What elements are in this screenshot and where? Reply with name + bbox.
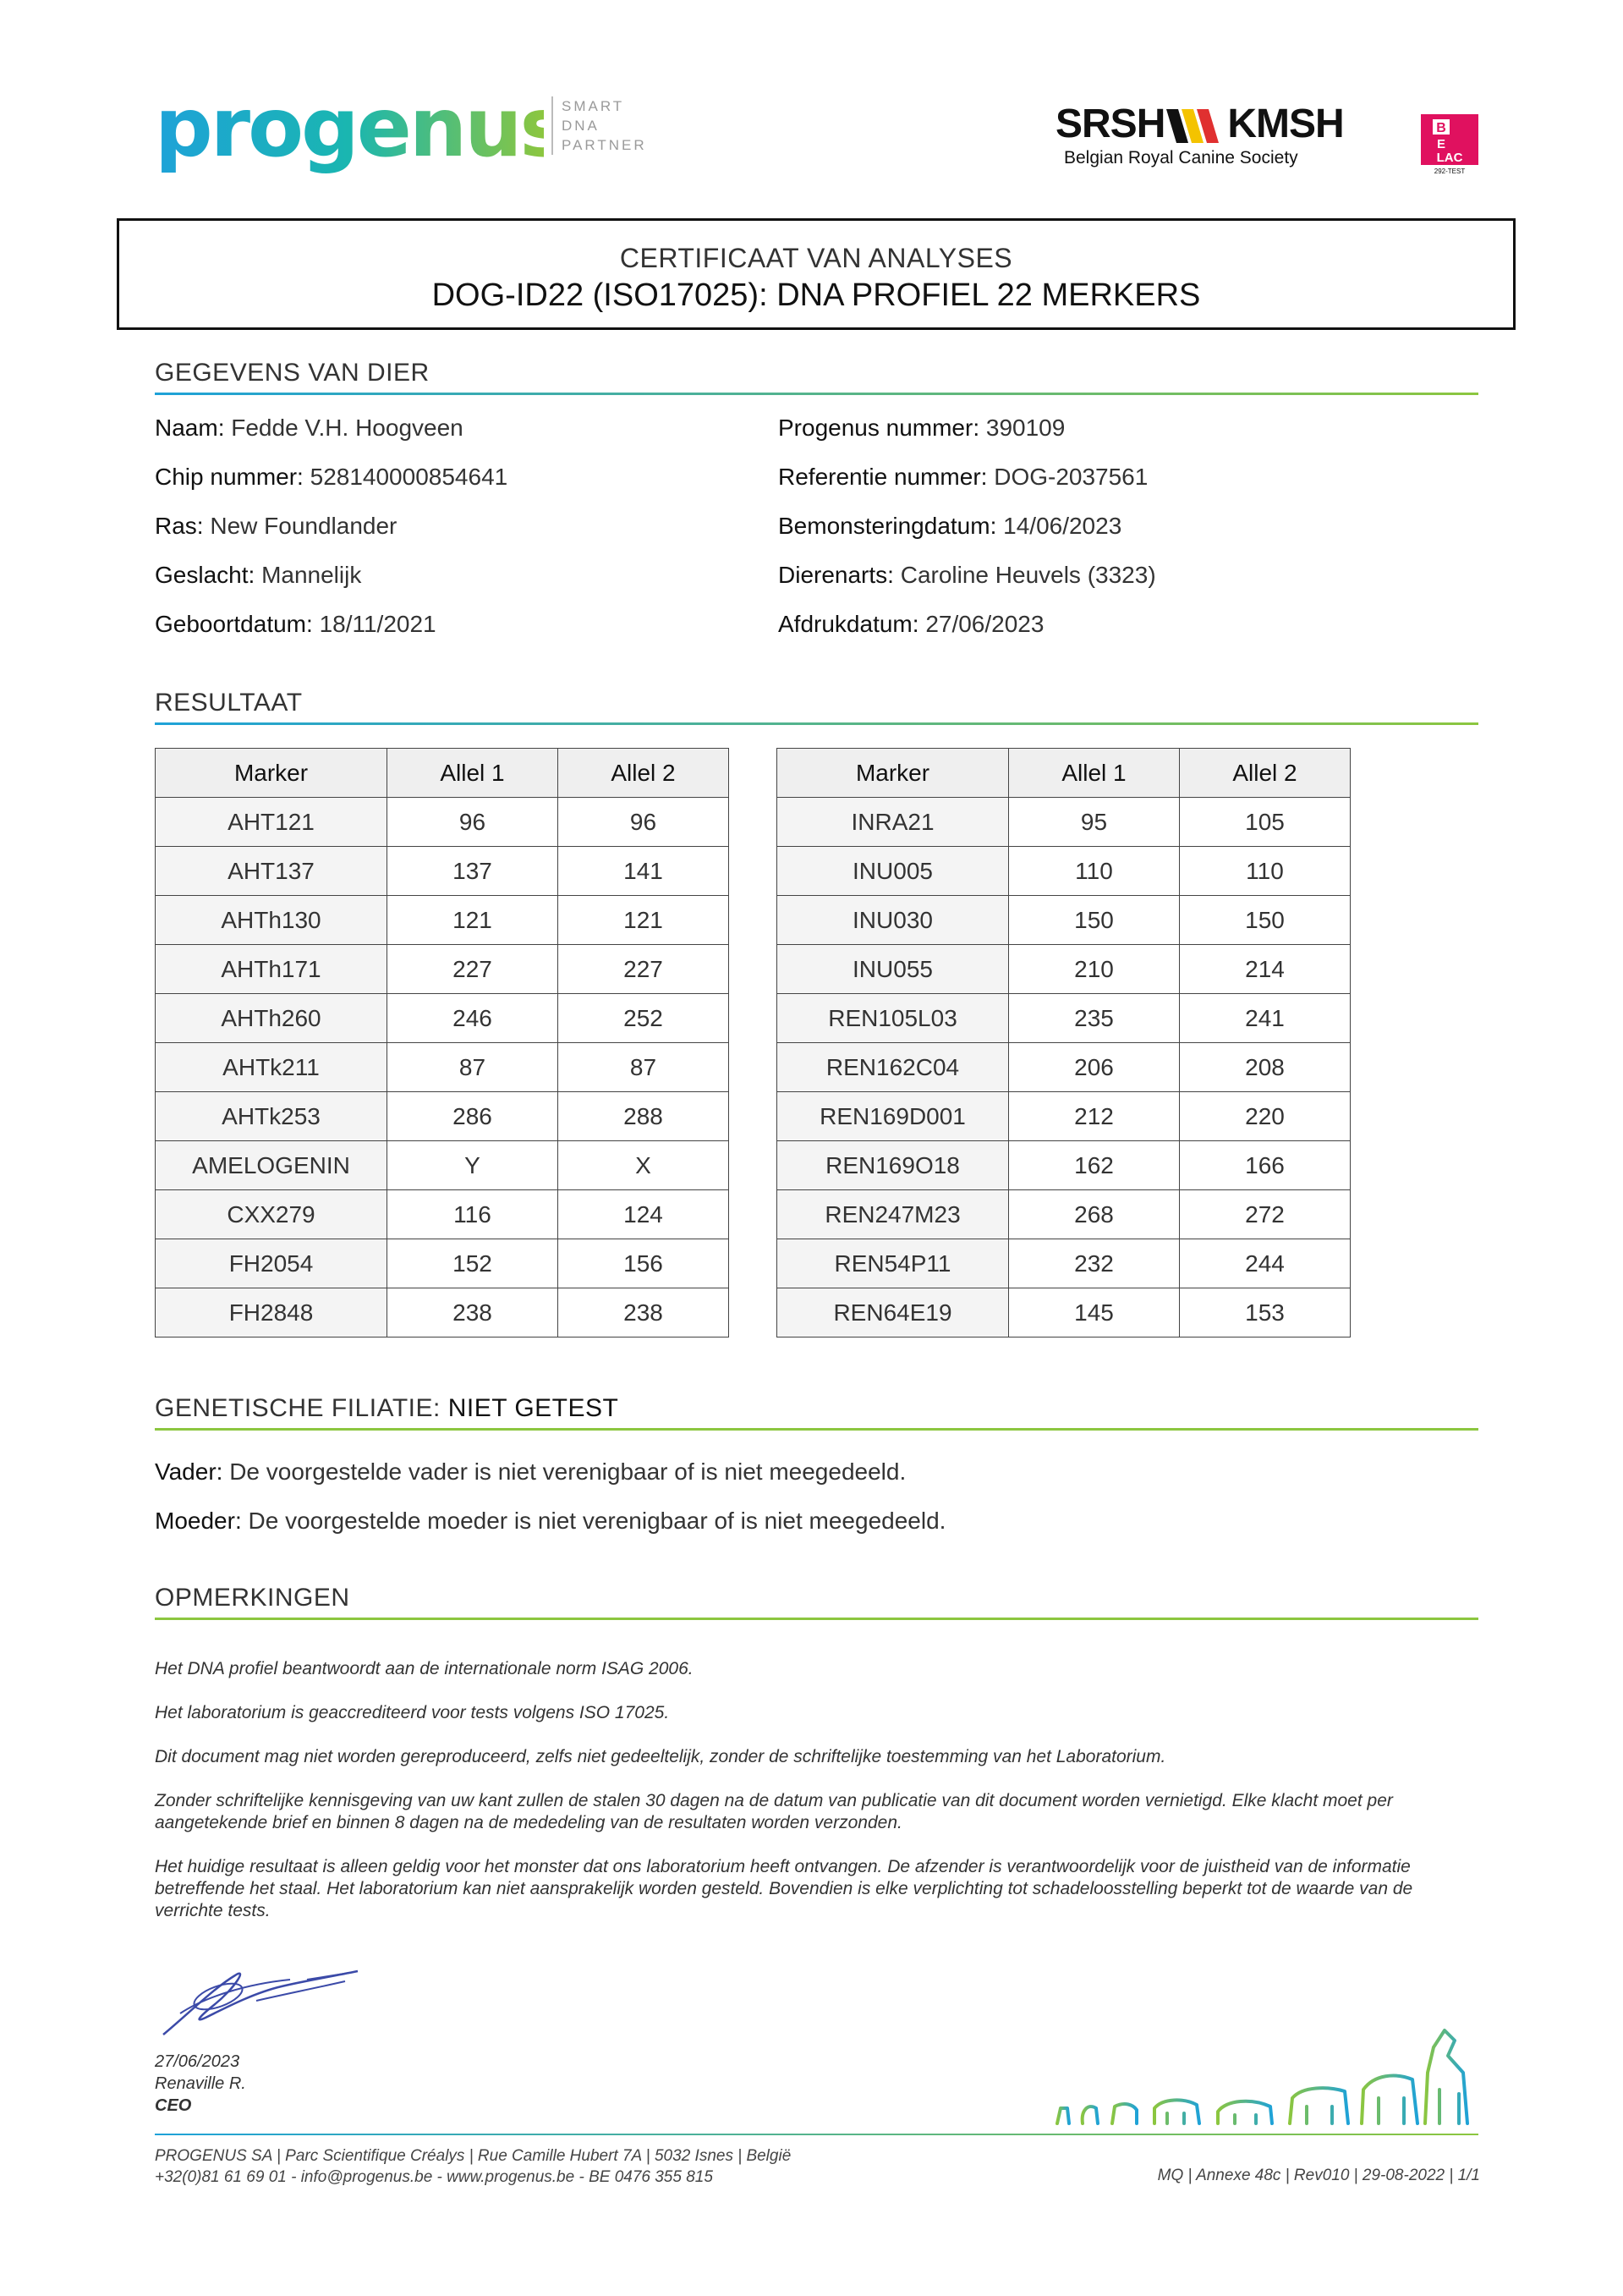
table-row (156, 896, 729, 945)
marker-cell: REN162C04 (777, 1043, 1009, 1092)
table-row (777, 994, 1351, 1043)
marker-cell: AHT121 (156, 798, 387, 847)
allele2-cell: 121 (558, 896, 729, 945)
section-heading-remarks: OPMERKINGEN (155, 1584, 1478, 1620)
allele2-cell: 252 (558, 994, 729, 1043)
table-row (777, 1288, 1351, 1338)
marker-cell: REN105L03 (777, 994, 1009, 1043)
filiation-heading-label: GENETISCHE FILIATIE: (155, 1394, 441, 1422)
svg-text:292-TEST: 292-TEST (1434, 168, 1466, 175)
table-row (777, 1141, 1351, 1190)
allele1-cell: 238 (387, 1288, 558, 1338)
info-label: Progenus nummer: (778, 415, 980, 441)
marker-cell: REN169O18 (777, 1141, 1009, 1190)
marker-cell: INU005 (777, 847, 1009, 896)
table-row (777, 1239, 1351, 1288)
svg-text:B: B (1436, 121, 1446, 135)
table-header-row (156, 749, 729, 798)
srsh-text: SRSH (1055, 102, 1165, 146)
kmsh-text: KMSH (1227, 102, 1344, 146)
table-row (777, 1043, 1351, 1092)
info-label: Vader: (155, 1458, 223, 1485)
belac-accreditation-logo (1421, 114, 1478, 175)
info-value: DOG-2037561 (994, 464, 1149, 490)
allele2-cell: 244 (1180, 1239, 1351, 1288)
allele2-cell: 208 (1180, 1043, 1351, 1092)
column-header: Allel 1 (387, 749, 558, 798)
allele2-cell: 238 (558, 1288, 729, 1338)
marker-cell: INRA21 (777, 798, 1009, 847)
table-row (156, 1239, 729, 1288)
allele2-cell: 220 (1180, 1092, 1351, 1141)
allele2-cell: 214 (1180, 945, 1351, 994)
svg-text:LAC: LAC (1436, 151, 1463, 165)
remark-line: Het DNA profiel beantwoordt aan de internationale norm ISAG 2006. (155, 1659, 694, 1678)
info-value: 528140000854641 (310, 464, 508, 490)
table-row (777, 945, 1351, 994)
footer-contact: +32(0)81 61 69 01 - info@progenus.be - www.progenus.be - BE 0476 355 815 (155, 2168, 713, 2186)
table-row (156, 1092, 729, 1141)
info-value: 14/06/2023 (1003, 513, 1122, 539)
table-row (156, 1288, 729, 1338)
info-label: Bemonsteringdatum: (778, 513, 997, 539)
info-name (155, 415, 463, 442)
allele2-cell: 96 (558, 798, 729, 847)
signature-date: 27/06/2023 (155, 2052, 240, 2071)
info-print-date (778, 611, 1044, 638)
allele2-cell: 241 (1180, 994, 1351, 1043)
allele2-cell: 150 (1180, 896, 1351, 945)
marker-cell: AHT137 (156, 847, 387, 896)
certificate-title: CERTIFICAAT VAN ANALYSES (619, 243, 1013, 273)
info-progenus-number (778, 415, 1065, 442)
table-row (777, 847, 1351, 896)
info-label: Dierenarts: (778, 562, 894, 588)
remark-line: Dit document mag niet worden gereproduceerd, zelfs niet gedeeltelijk, zonder de schriftelijke toestemming van het Laboratorium. (155, 1747, 1166, 1766)
column-header: Allel 2 (558, 749, 729, 798)
tagline-line: PARTNER (562, 137, 647, 153)
remark-line: Het laboratorium is geaccrediteerd voor tests volgens ISO 17025. (155, 1703, 670, 1722)
allele1-cell: 95 (1009, 798, 1180, 847)
info-value: 18/11/2021 (319, 611, 436, 637)
allele2-cell: 166 (1180, 1141, 1351, 1190)
section-heading-result: RESULTAAT (155, 689, 1478, 725)
allele2-cell: 272 (1180, 1190, 1351, 1239)
marker-cell: REN64E19 (777, 1288, 1009, 1338)
table-row (156, 1190, 729, 1239)
allele2-cell: X (558, 1141, 729, 1190)
result-table-right (776, 748, 1351, 1338)
info-label: Ras: (155, 513, 204, 539)
column-header: Allel 1 (1009, 749, 1180, 798)
signature-role: CEO (155, 2096, 192, 2115)
marker-cell: AHTh130 (156, 896, 387, 945)
table-row (777, 798, 1351, 847)
info-label: Referentie nummer: (778, 464, 988, 490)
info-value: Fedde V.H. Hoogveen (231, 415, 463, 441)
society-name: Belgian Royal Canine Society (1064, 148, 1298, 168)
info-label: Geslacht: (155, 562, 255, 588)
marker-cell: REN247M23 (777, 1190, 1009, 1239)
footer-address-block (155, 2145, 791, 2188)
certificate-subtitle: DOG-ID22 (ISO17025): DNA PROFIEL 22 MERKERS (431, 277, 1201, 313)
marker-cell: REN54P11 (777, 1239, 1009, 1288)
table-row (156, 994, 729, 1043)
marker-cell: INU055 (777, 945, 1009, 994)
column-header: Marker (156, 749, 387, 798)
info-value: De voorgestelde moeder is niet verenigbaar of is niet meegedeeld. (248, 1508, 946, 1534)
marker-cell: FH2848 (156, 1288, 387, 1338)
info-label: Afdrukdatum: (778, 611, 919, 637)
info-birthdate (155, 611, 436, 638)
certificate-title-box (117, 218, 1516, 330)
footer-divider (155, 2134, 1478, 2135)
column-header: Allel 2 (1180, 749, 1351, 798)
allele1-cell: 110 (1009, 847, 1180, 896)
footer-address: PROGENUS SA | Parc Scientifique Créalys | Rue Camille Hubert 7A | 5032 Isnes | België (155, 2147, 792, 2165)
info-breed (155, 513, 397, 540)
allele1-cell: 206 (1009, 1043, 1180, 1092)
tagline-line: SMART (562, 98, 625, 114)
belgian-flag-stripes-icon (1166, 109, 1225, 143)
allele2-cell: 105 (1180, 798, 1351, 847)
info-sampling-date (778, 513, 1121, 540)
marker-cell: REN169D001 (777, 1092, 1009, 1141)
allele1-cell: 150 (1009, 896, 1180, 945)
marker-cell: AHTk253 (156, 1092, 387, 1141)
allele1-cell: 246 (387, 994, 558, 1043)
table-row (156, 1043, 729, 1092)
filiation-status: NIET GETEST (447, 1394, 619, 1422)
info-label: Moeder: (155, 1508, 242, 1534)
allele1-cell: 162 (1009, 1141, 1180, 1190)
table-row (777, 1092, 1351, 1141)
info-value: Caroline Heuvels (3323) (900, 562, 1156, 588)
allele1-cell: 212 (1009, 1092, 1180, 1141)
table-row (156, 1141, 729, 1190)
table-header-row (777, 749, 1351, 798)
allele2-cell: 288 (558, 1092, 729, 1141)
tagline-line: DNA (562, 118, 600, 134)
info-value: 27/06/2023 (925, 611, 1045, 637)
handwritten-signature (155, 1954, 375, 2047)
info-chip (155, 464, 507, 491)
info-value: 390109 (985, 415, 1066, 441)
allele1-cell: 227 (387, 945, 558, 994)
remark-line: Het huidige resultaat is alleen geldig voor het monster dat ons laboratorium heeft ontvangen. De afzender is verantwoordelijk voor de juistheid van de informatie betreffende het staal. Het laboratorium kan niet aansprakelijk worden gesteld. Bovendien is elke verplichting tot schadeloosstelling beperkt tot de waarde van de verrichte tests. (155, 1857, 1413, 1920)
srsh-kmsh-logo (1055, 102, 1344, 147)
marker-cell: AHTh260 (156, 994, 387, 1043)
allele2-cell: 156 (558, 1239, 729, 1288)
svg-text:E: E (1436, 137, 1446, 151)
allele1-cell: 137 (387, 847, 558, 896)
info-sex (155, 562, 361, 589)
table-row (156, 798, 729, 847)
allele1-cell: 268 (1009, 1190, 1180, 1239)
section-heading-animal: GEGEVENS VAN DIER (155, 359, 1478, 395)
signature-name: Renaville R. (155, 2074, 246, 2093)
allele2-cell: 141 (558, 847, 729, 896)
progenus-logo (155, 80, 566, 175)
marker-cell: CXX279 (156, 1190, 387, 1239)
filiation-mother (155, 1508, 946, 1535)
table-row (156, 945, 729, 994)
table-row (777, 896, 1351, 945)
column-header: Marker (777, 749, 1009, 798)
info-value: De voorgestelde vader is niet verenigbaar of is niet meegedeeld. (229, 1458, 907, 1485)
marker-cell: AHTk211 (156, 1043, 387, 1092)
allele1-cell: 116 (387, 1190, 558, 1239)
marker-cell: AMELOGENIN (156, 1141, 387, 1190)
allele1-cell: 152 (387, 1239, 558, 1288)
info-label: Naam: (155, 415, 225, 441)
allele1-cell: 96 (387, 798, 558, 847)
allele1-cell: Y (387, 1141, 558, 1190)
table-row (156, 847, 729, 896)
brand-name: progenus (155, 80, 566, 175)
allele1-cell: 286 (387, 1092, 558, 1141)
marker-cell: INU030 (777, 896, 1009, 945)
brand-tagline (551, 96, 663, 155)
table-row (777, 1190, 1351, 1239)
marker-cell: AHTh171 (156, 945, 387, 994)
allele1-cell: 87 (387, 1043, 558, 1092)
info-reference-number (778, 464, 1148, 491)
allele1-cell: 232 (1009, 1239, 1180, 1288)
info-label: Chip nummer: (155, 464, 304, 490)
info-veterinarian (778, 562, 1156, 589)
animal-silhouettes-illustration (1049, 2013, 1480, 2132)
footer-doc-ref: MQ | Annexe 48c | Rev010 | 29-08-2022 | 1/1 (1157, 2167, 1480, 2184)
allele2-cell: 227 (558, 945, 729, 994)
info-value: Mannelijk (261, 562, 362, 588)
filiation-father (155, 1458, 906, 1486)
allele1-cell: 145 (1009, 1288, 1180, 1338)
allele2-cell: 153 (1180, 1288, 1351, 1338)
allele1-cell: 121 (387, 896, 558, 945)
info-label: Geboortdatum: (155, 611, 313, 637)
section-heading-filiation (155, 1394, 1478, 1431)
allele1-cell: 210 (1009, 945, 1180, 994)
allele2-cell: 110 (1180, 847, 1351, 896)
allele2-cell: 124 (558, 1190, 729, 1239)
remark-line: Zonder schriftelijke kennisgeving van uw kant zullen de stalen 30 dagen na de datum van publicatie van dit document worden vernietigd. Elke klacht moet per aangetekende brief en binnen 8 dagen na de mededeling van de resultaten worden verzonden. (155, 1791, 1393, 1832)
allele2-cell: 87 (558, 1043, 729, 1092)
allele1-cell: 235 (1009, 994, 1180, 1043)
info-value: New Foundlander (210, 513, 398, 539)
result-table-left (155, 748, 729, 1338)
marker-cell: FH2054 (156, 1239, 387, 1288)
